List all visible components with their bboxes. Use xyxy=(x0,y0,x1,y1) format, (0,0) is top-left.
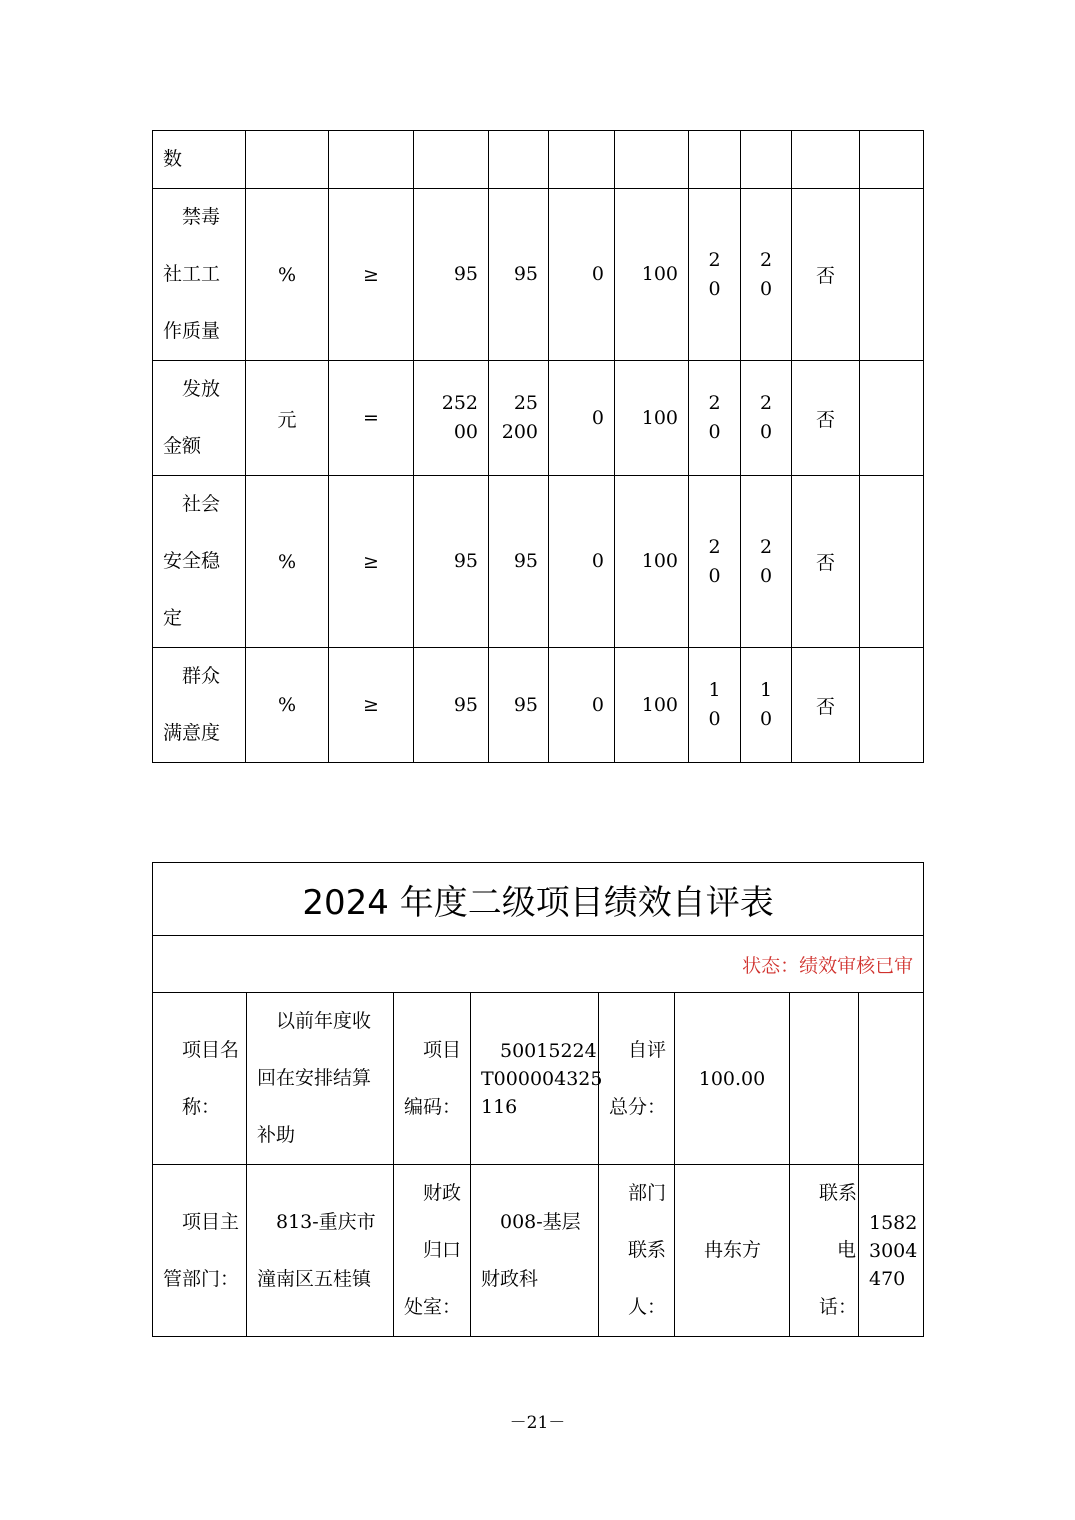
metric-deviation: 0 xyxy=(549,361,615,476)
metrics-continuation-row xyxy=(153,131,924,189)
metric-remark xyxy=(860,189,924,361)
metric-flag: 否 xyxy=(792,361,860,476)
metric-unit: 元 xyxy=(246,361,329,476)
dept-label: 项目主 管部门： xyxy=(153,1165,247,1337)
metric-target: 252 00 xyxy=(414,361,489,476)
metric-name-cell: 发放 金额 xyxy=(153,361,246,476)
finance-office-value: 008-基层 财政科 xyxy=(471,1165,599,1337)
metric-actual: 95 xyxy=(489,189,549,361)
finance-office-label: 财政 归口 处室： xyxy=(394,1165,471,1337)
project-code-label: 项目 编码： xyxy=(394,993,471,1165)
contact-person-value: 冉东方 xyxy=(675,1165,790,1337)
metric-operator: ≥ xyxy=(329,648,414,763)
metric-name-cell: 禁毒 社工工 作质量 xyxy=(153,189,246,361)
metric-unit: % xyxy=(246,476,329,648)
metric-target: 95 xyxy=(414,648,489,763)
metric-deviation: 0 xyxy=(549,648,615,763)
metric-unit: % xyxy=(246,189,329,361)
metric-unit: % xyxy=(246,648,329,763)
contact-person-label: 部门 联系 人： xyxy=(599,1165,675,1337)
metric-name-cell: 社会 安全稳 定 xyxy=(153,476,246,648)
metric-score: 2 0 xyxy=(741,189,792,361)
metric-remark xyxy=(860,476,924,648)
status-badge: 状态：绩效审核已审 xyxy=(153,936,924,993)
metric-flag: 否 xyxy=(792,648,860,763)
metric-operator: ≥ xyxy=(329,189,414,361)
phone-value: 1582 3004 470 xyxy=(859,1165,924,1337)
project-name-label: 项目名 称： xyxy=(153,993,247,1165)
metric-score: 2 0 xyxy=(741,476,792,648)
metric-flag: 否 xyxy=(792,189,860,361)
metric-score: 1 0 xyxy=(741,648,792,763)
metric-deviation: 0 xyxy=(549,476,615,648)
phone-label: 联系 电 话： xyxy=(790,1165,859,1337)
metric-score: 2 0 xyxy=(741,361,792,476)
metric-row xyxy=(153,361,924,476)
project-code-value: 50015224 T000004325 116 xyxy=(471,993,599,1165)
metric-weight: 2 0 xyxy=(689,476,741,648)
eval-form-table xyxy=(152,862,924,1337)
metric-name-cell: 群众 满意度 xyxy=(153,648,246,763)
metric-target: 95 xyxy=(414,476,489,648)
metric-remark xyxy=(860,361,924,476)
metric-operator: ≥ xyxy=(329,476,414,648)
metric-rate: 100 xyxy=(615,189,689,361)
metric-row xyxy=(153,648,924,763)
form-row-project xyxy=(153,993,924,1165)
metric-actual: 95 xyxy=(489,476,549,648)
metric-actual: 25 200 xyxy=(489,361,549,476)
metric-rate: 100 xyxy=(615,648,689,763)
form-title: 2024 年度二级项目绩效自评表 xyxy=(153,863,924,936)
metric-rate: 100 xyxy=(615,476,689,648)
metric-weight: 2 0 xyxy=(689,189,741,361)
metric-actual: 95 xyxy=(489,648,549,763)
metric-weight: 2 0 xyxy=(689,361,741,476)
form-title-row xyxy=(153,863,924,936)
form-status-row xyxy=(153,936,924,993)
metric-flag: 否 xyxy=(792,476,860,648)
metrics-table xyxy=(152,130,924,763)
metric-remark xyxy=(860,648,924,763)
metric-target: 95 xyxy=(414,189,489,361)
metric-weight: 1 0 xyxy=(689,648,741,763)
metric-operator: = xyxy=(329,361,414,476)
metric-name-cell: 数 xyxy=(153,131,246,189)
metric-rate: 100 xyxy=(615,361,689,476)
self-score-value: 100.00 xyxy=(675,993,790,1165)
metric-row xyxy=(153,189,924,361)
form-row-department xyxy=(153,1165,924,1337)
page-number: －21－ xyxy=(509,1413,566,1433)
metric-row xyxy=(153,476,924,648)
project-name-value: 以前年度收 回在安排结算 补助 xyxy=(247,993,394,1165)
dept-value: 813-重庆市 潼南区五桂镇 xyxy=(247,1165,394,1337)
metric-deviation: 0 xyxy=(549,189,615,361)
self-score-label: 自评 总分： xyxy=(599,993,675,1165)
